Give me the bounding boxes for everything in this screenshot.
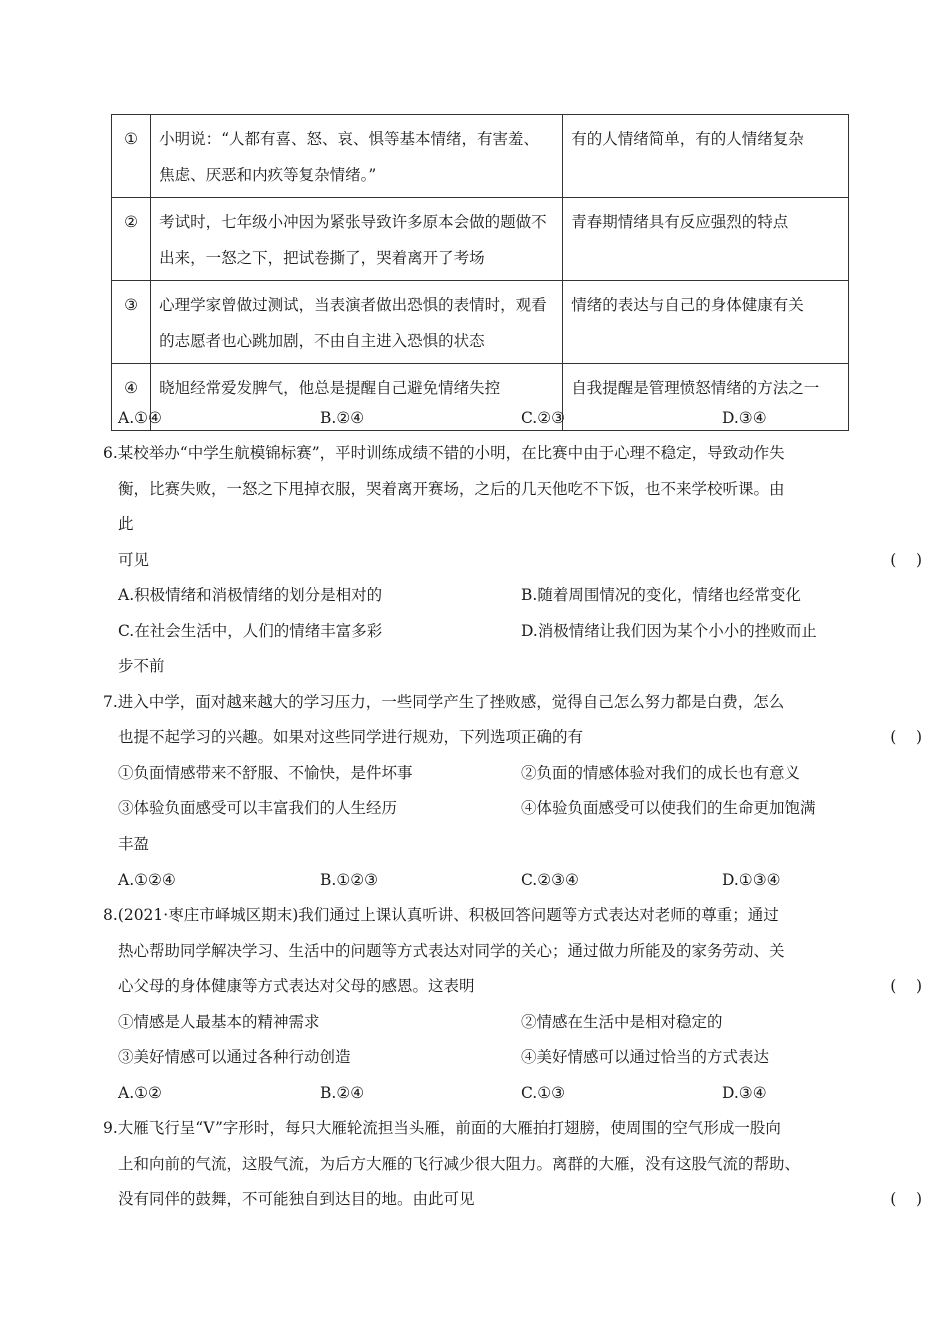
q9-stem-line: 没有同伴的鼓舞，不可能独自到达目的地。由此可见 [118,1190,475,1208]
row-description: 小明说：“人都有喜、怒、哀、惧等基本情绪，有害羞、焦虑、厌恶和内疚等复杂情绪。” [151,115,563,198]
option-a[interactable]: A.①④ [118,409,162,427]
q8-stem-line: 8.(2021·枣庄市峄城区期末)我们通过上课认真听讲、积极回答问题等方式表达对老师的尊重；通过 [103,906,779,924]
q6-option-d-continued: 步不前 [118,657,165,675]
q8-answer-blank[interactable]: ( ) [890,977,922,995]
option-d[interactable]: D.③④ [722,409,767,427]
q8-stem-line: 热心帮助同学解决学习、生活中的问题等方式表达对同学的关心；通过做力所能及的家务劳动、关 [118,942,785,960]
q6-stem-line: 6.某校举办“中学生航模锦标赛”，平时训练成绩不错的小明，在比赛中由于心理不稳定，导致动作失 [103,444,785,462]
q7-statement-4-continued: 丰盈 [118,835,150,853]
q9-stem-line: 上和向前的气流，这股气流，为后方大雁的飞行减少很大阻力。离群的大雁，没有这股气流的帮助、 [118,1155,801,1173]
table-row [112,281,849,364]
q6-option-b[interactable]: B.随着周围情况的变化，情绪也经常变化 [521,586,801,604]
q8-statement-3: ③美好情感可以通过各种行动创造 [118,1048,351,1066]
row-conclusion: 青春期情绪具有反应强烈的特点 [563,198,849,281]
q8-option-c[interactable]: C.①③ [521,1084,566,1102]
q6-stem-line: 可见 [118,551,150,569]
q8-option-a[interactable]: A.①② [118,1084,162,1102]
option-c[interactable]: C.②③ [521,409,566,427]
q7-stem-line: 也提不起学习的兴趣。如果对这些同学进行规劝，下列选项正确的有 [118,728,584,746]
q7-option-a[interactable]: A.①②④ [118,871,176,889]
q7-statement-4: ④体验负面感受可以使我们的生命更加饱满 [521,799,816,817]
q7-option-c[interactable]: C.②③④ [521,871,579,889]
option-b[interactable]: B.②④ [320,409,365,427]
q6-option-d[interactable]: D.消极情绪让我们因为某个小小的挫败而止 [521,622,817,640]
table-row [112,115,849,198]
row-number: ④ [112,364,151,431]
row-number: ① [112,115,151,198]
q7-stem-line: 7.进入中学，面对越来越大的学习压力，一些同学产生了挫败感，觉得自己怎么努力都是白费，怎么 [103,693,785,711]
q7-option-b[interactable]: B.①②③ [320,871,379,889]
q9-stem-line: 9.大雁飞行呈“V”字形时，每只大雁轮流担当头雁，前面的大雁拍打翅膀，使周围的空气形成一股向 [103,1119,781,1137]
row-description: 晓旭经常爱发脾气，他总是提醒自己避免情绪失控 [151,364,563,431]
q6-stem-line: 此 [118,515,134,533]
q8-stem-line: 心父母的身体健康等方式表达对父母的感恩。这表明 [118,977,475,995]
q7-statement-3: ③体验负面感受可以丰富我们的人生经历 [118,799,398,817]
row-conclusion: 自我提醒是管理愤怒情绪的方法之一 [563,364,849,431]
row-number: ③ [112,281,151,364]
row-conclusion: 有的人情绪简单，有的人情绪复杂 [563,115,849,198]
row-description: 考试时，七年级小冲因为紧张导致许多原本会做的题做不出来，一怒之下，把试卷撕了，哭着离开了考场 [151,198,563,281]
q6-stem-line: 衡，比赛失败，一怒之下甩掉衣服，哭着离开赛场，之后的几天他吃不下饭，也不来学校听课。由 [118,480,785,498]
row-conclusion: 情绪的表达与自己的身体健康有关 [563,281,849,364]
q8-statement-4: ④美好情感可以通过恰当的方式表达 [521,1048,770,1066]
q8-statement-2: ②情感在生活中是相对稳定的 [521,1013,723,1031]
row-number: ② [112,198,151,281]
row-description: 心理学家曾做过测试，当表演者做出恐惧的表情时，观看的志愿者也心跳加剧，不由自主进入恐惧的状态 [151,281,563,364]
q8-statement-1: ①情感是人最基本的精神需求 [118,1013,320,1031]
statement-table [111,114,849,431]
q6-option-a[interactable]: A.积极情绪和消极情绪的划分是相对的 [118,586,383,604]
q8-option-b[interactable]: B.②④ [320,1084,365,1102]
q7-statement-2: ②负面的情感体验对我们的成长也有意义 [521,764,801,782]
q7-statement-1: ①负面情感带来不舒服、不愉快，是件坏事 [118,764,413,782]
q6-option-c[interactable]: C.在社会生活中，人们的情绪丰富多彩 [118,622,383,640]
table-row [112,198,849,281]
q6-answer-blank[interactable]: ( ) [890,551,922,569]
q7-answer-blank[interactable]: ( ) [890,728,922,746]
q9-answer-blank[interactable]: ( ) [890,1190,922,1208]
q8-option-d[interactable]: D.③④ [722,1084,767,1102]
q7-option-d[interactable]: D.①③④ [722,871,781,889]
